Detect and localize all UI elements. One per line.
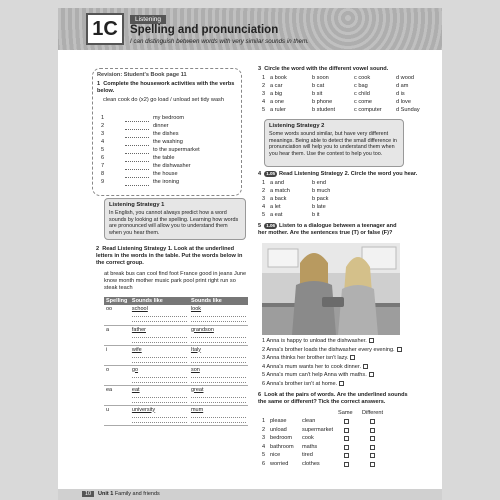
ex1-item: [101, 179, 241, 187]
sounds-like-b-cell: [189, 305, 248, 325]
ex5-statement-text: 2 Anna's brother loads the dishwasher every evening.: [262, 346, 395, 353]
listening-strategy-2: [264, 119, 404, 167]
spelling-cell: o: [104, 365, 130, 385]
ex6-word-a: bathroom: [270, 443, 294, 450]
answer-line[interactable]: [132, 338, 187, 343]
ex1-item-text: to the supermarket: [153, 147, 200, 153]
ex4-option[interactable]: b it: [312, 212, 320, 218]
table-row: [104, 325, 248, 345]
sounds-like-a-cell: [130, 385, 189, 405]
ex2-table: [104, 297, 248, 426]
ex1-item-number: 7: [101, 163, 105, 169]
true-false-box[interactable]: [397, 347, 402, 352]
ex1-item-number: 6: [101, 155, 105, 161]
different-checkbox[interactable]: [370, 445, 375, 450]
ex4-option[interactable]: b late: [312, 204, 326, 210]
ex5-statement-text: 4 Anna's mum wants her to cook dinner.: [262, 363, 362, 370]
audio-track-icon: 1.06: [266, 223, 275, 228]
answer-line[interactable]: [191, 338, 246, 343]
example-word: look: [190, 306, 202, 312]
ex1-item-number: 3: [101, 131, 105, 137]
ex4-option[interactable]: b pack: [312, 196, 329, 202]
ex4-item-number: 1: [262, 180, 266, 186]
ex6-word-b: clothes: [302, 460, 320, 467]
ex6-word-b: cook: [302, 435, 314, 441]
ex3-option[interactable]: a car: [270, 83, 283, 89]
ex4-option[interactable]: a back: [270, 196, 287, 202]
example-word: eat: [131, 386, 140, 393]
sounds-like-a-cell: [130, 365, 189, 385]
ex1-item: [101, 115, 241, 123]
example-word: school: [131, 306, 148, 312]
answer-line[interactable]: [132, 418, 187, 423]
sounds-like-a-cell: [130, 305, 189, 325]
ex6-item-number: 1: [262, 418, 266, 424]
answer-line[interactable]: [191, 378, 246, 383]
ex6-item-number: 5: [262, 452, 266, 458]
ex1-item: [101, 123, 241, 131]
different-checkbox[interactable]: [370, 462, 375, 467]
ex6-word-b: supermarket: [302, 426, 334, 433]
ex6-word-b: tired: [302, 452, 313, 458]
ex2-instruction: 2 Read Listening Strategy 1. Look at the underlined letters in the words in the table. Put the words below in the correct group.: [96, 246, 243, 266]
spelling-cell: ea: [104, 385, 130, 405]
strategy-1-title: Listening Strategy 1: [109, 202, 165, 208]
different-checkbox[interactable]: [370, 436, 375, 441]
same-checkbox[interactable]: [344, 428, 349, 433]
audio-track-icon: 1.05: [266, 171, 275, 176]
col-spelling: Spelling: [104, 297, 130, 305]
ex5-instruction: 5 1.06 Listen to a dialogue between a teenager and her mother. Are the sentences true (T) or false (F)?: [258, 223, 397, 236]
col-sounds-b: Sounds like: [189, 297, 248, 305]
true-false-box[interactable]: [369, 372, 374, 377]
different-checkbox[interactable]: [370, 428, 375, 433]
example-word: university: [131, 406, 156, 413]
ex6-col-different: Different: [362, 410, 384, 416]
example-word: grandson: [190, 326, 214, 333]
ex3-option[interactable]: c child: [354, 91, 370, 97]
example-word: great: [190, 386, 204, 393]
answer-line[interactable]: [191, 398, 246, 403]
ex1-item: [101, 139, 241, 147]
ex6-word-a: bedroom: [270, 435, 293, 441]
ex6-item-number: 4: [262, 443, 266, 450]
ex3-option[interactable]: a book: [270, 75, 287, 81]
footer-title: Unit 1 Family and friends: [98, 491, 160, 497]
example-word: son: [190, 366, 200, 373]
ex1-item-text: the dishwasher: [153, 163, 191, 169]
ex6-item-number: 2: [262, 426, 266, 433]
ex3-item-number: 5: [262, 107, 266, 113]
ex4-item-number: 3: [262, 196, 266, 202]
ex3-instruction: 3 Circle the word with the different vowel sound.: [258, 66, 389, 72]
ex6-col-same: Same: [338, 410, 353, 416]
ex1-item-text: the washing: [153, 139, 183, 145]
ex5-statement: [262, 372, 374, 379]
answer-line[interactable]: [191, 418, 246, 423]
answer-blank[interactable]: [125, 145, 149, 146]
true-false-box[interactable]: [339, 381, 344, 386]
ex6-word-a: unload: [270, 426, 287, 433]
ex3-option[interactable]: c computer: [354, 107, 382, 113]
ex1-item: [101, 147, 241, 155]
sounds-like-a-cell: [130, 325, 189, 345]
ex5-statement-text: 6 Anna's brother isn't at home.: [262, 380, 338, 387]
answer-blank[interactable]: [125, 169, 149, 170]
section-tag: Listening: [130, 15, 166, 24]
ex3-option[interactable]: b phone: [312, 99, 333, 105]
revision-label: Revision: Student's Book page 11: [97, 72, 187, 78]
ex6-word-a: please: [270, 418, 287, 424]
answer-line[interactable]: [191, 317, 246, 322]
ex2-wordbank: at break bus can cool find foot France good in jeans June know month mother music park pool print right run so steak teach: [104, 271, 247, 291]
ex1-item-number: 9: [101, 179, 105, 185]
ex4-option[interactable]: a eat: [270, 212, 283, 218]
spelling-cell: i: [104, 345, 130, 365]
strategy-2-title: Listening Strategy 2: [269, 123, 325, 129]
answer-blank[interactable]: [125, 153, 149, 154]
different-checkbox[interactable]: [370, 419, 375, 424]
ex5-statement-text: 3 Anna thinks her brother isn't lazy.: [262, 355, 349, 361]
ex6-instruction: 6 Look at the pairs of words. Are the underlined sounds the same or different? Tick the correct answers.: [258, 392, 408, 405]
spelling-cell: a: [104, 325, 130, 345]
true-false-box[interactable]: [350, 355, 355, 360]
ex4-option[interactable]: a and: [270, 180, 284, 186]
ex4-item-number: 2: [262, 188, 266, 194]
answer-blank[interactable]: [125, 137, 149, 138]
col-sounds-a: Sounds like: [130, 297, 189, 305]
ex1-item-number: 8: [101, 171, 105, 177]
spelling-cell: u: [104, 405, 130, 425]
ex3-item-number: 2: [262, 83, 266, 89]
ex5-statement: [262, 355, 355, 362]
ex1-item: [101, 155, 241, 163]
table-row: [104, 365, 248, 385]
ex3-option[interactable]: d wood: [396, 75, 415, 81]
page-title: Spelling and pronunciation: [130, 24, 279, 36]
example-word: wife: [131, 346, 142, 353]
ex6-word-b: maths: [302, 443, 318, 450]
table-row: [104, 405, 248, 425]
ex3-option[interactable]: c bag: [354, 83, 368, 89]
ex5-statement-text: 5 Anna's mum can't help Anna with maths.: [262, 372, 367, 378]
answer-blank[interactable]: [125, 129, 149, 130]
table-row: [104, 385, 248, 405]
ex6-word-a: nice: [270, 452, 281, 458]
answer-line[interactable]: [132, 398, 187, 403]
ex4-item-number: 5: [262, 212, 266, 218]
revision-box: [92, 68, 242, 196]
ex1-item-number: 1: [101, 115, 105, 121]
answer-blank[interactable]: [125, 177, 149, 178]
unit-badge: 1C: [86, 13, 124, 45]
ex1-item-text: the dishes: [153, 131, 179, 137]
same-checkbox[interactable]: [344, 445, 349, 450]
sounds-like-b-cell: [189, 385, 248, 405]
answer-blank[interactable]: [125, 121, 149, 122]
answer-blank[interactable]: [125, 161, 149, 162]
ex5-statement: [262, 364, 368, 371]
example-word: Italy: [190, 346, 202, 353]
ex3-option[interactable]: c come: [354, 99, 373, 105]
ex6-item-number: 3: [262, 435, 266, 441]
page-header: [58, 8, 442, 50]
ex3-option[interactable]: a one: [270, 99, 284, 105]
ex3-option[interactable]: d love: [396, 99, 411, 105]
ex3-option[interactable]: d is: [396, 91, 405, 97]
same-checkbox[interactable]: [344, 462, 349, 467]
sounds-like-b-cell: [189, 345, 248, 365]
sounds-like-a-cell: [130, 345, 189, 365]
ex5-statement: [262, 338, 374, 345]
ex1-item-number: 4: [101, 139, 105, 145]
ex1-item: [101, 163, 241, 171]
true-false-box[interactable]: [369, 338, 374, 343]
ex4-option[interactable]: a match: [270, 188, 290, 194]
ex3-option[interactable]: b cat: [312, 83, 325, 89]
ex1-item-number: 2: [101, 123, 105, 129]
strategy-2-body: Some words sound similar, but have very different meanings. Being able to detect the small difference in pronunciation will help you to understand them when you hear them. Use the context to help you too.: [269, 131, 397, 157]
ex1-item-text: the table: [153, 155, 175, 161]
ex1-item-text: dinner: [153, 123, 169, 129]
table-row: [104, 305, 248, 325]
true-false-box[interactable]: [363, 364, 368, 369]
ex4-option[interactable]: b much: [312, 188, 331, 194]
answer-line[interactable]: [132, 358, 187, 363]
sounds-like-b-cell: [189, 405, 248, 425]
ex3-item-number: 3: [262, 91, 266, 97]
ex1-item-text: my bedroom: [153, 115, 185, 121]
same-checkbox[interactable]: [344, 419, 349, 424]
ex3-option[interactable]: c cook: [354, 75, 371, 81]
ex3-option[interactable]: a big: [270, 91, 283, 97]
ex3-option[interactable]: d am: [396, 83, 409, 89]
ex3-option[interactable]: b sit: [312, 91, 323, 97]
sounds-like-b-cell: [189, 325, 248, 345]
answer-line[interactable]: [132, 378, 187, 383]
ex4-option[interactable]: b end: [312, 180, 326, 186]
ex4-item-number: 4: [262, 204, 266, 210]
ex1-wordbank: clean cook do (x2) go load / unload set tidy wash: [103, 97, 224, 103]
ex5-statement: [262, 381, 344, 388]
example-word: mum: [190, 406, 204, 413]
page-number: 10: [82, 491, 94, 497]
listening-strategy-1: [104, 198, 246, 240]
ex3-item-number: 4: [262, 99, 266, 105]
ex1-instruction: 1 Complete the housework activities with the verbs below.: [97, 81, 235, 94]
same-checkbox[interactable]: [344, 436, 349, 441]
strategy-1-body: In English, you cannot always predict how a word sounds by looking at the spelling. Learning how words are pronounced will allow you to understand them when you hear them.: [109, 210, 239, 236]
ex6-word-a: worried: [270, 460, 289, 467]
ex4-option[interactable]: a let: [270, 204, 281, 210]
ex1-item-text: the house: [153, 171, 178, 177]
ex5-statement-text: 1 Anna is happy to unload the dishwasher.: [262, 338, 367, 344]
answer-line[interactable]: [191, 358, 246, 363]
page-subtitle: I can distinguish between words with very similar sounds in them.: [130, 38, 309, 45]
ex6-word-b: clean: [302, 418, 316, 424]
sounds-like-a-cell: [130, 405, 189, 425]
example-word: go: [131, 366, 139, 373]
ex4-instruction: 4 1.05 Read Listening Strategy 2. Circle the word you hear.: [258, 171, 418, 177]
same-checkbox[interactable]: [344, 453, 349, 458]
kitchen-photo: [262, 243, 400, 335]
ex5-statement: [262, 347, 402, 354]
answer-blank[interactable]: [125, 185, 149, 186]
ex3-option[interactable]: d Sunday: [396, 107, 420, 113]
answer-line[interactable]: [132, 317, 187, 322]
ex1-item: [101, 131, 241, 139]
table-row: [104, 345, 248, 365]
ex1-item: [101, 171, 241, 179]
ex1-item-number: 5: [101, 147, 105, 153]
ex1-item-text: the ironing: [153, 179, 180, 185]
ex6-item-number: 6: [262, 460, 266, 467]
different-checkbox[interactable]: [370, 453, 375, 458]
ex3-item-number: 1: [262, 75, 266, 81]
sounds-like-b-cell: [189, 365, 248, 385]
ex3-option[interactable]: b student: [312, 107, 336, 113]
spelling-cell: oo: [104, 305, 130, 325]
ex3-option[interactable]: a ruler: [270, 107, 286, 113]
example-word: father: [131, 326, 146, 333]
ex3-option[interactable]: b soon: [312, 75, 329, 81]
